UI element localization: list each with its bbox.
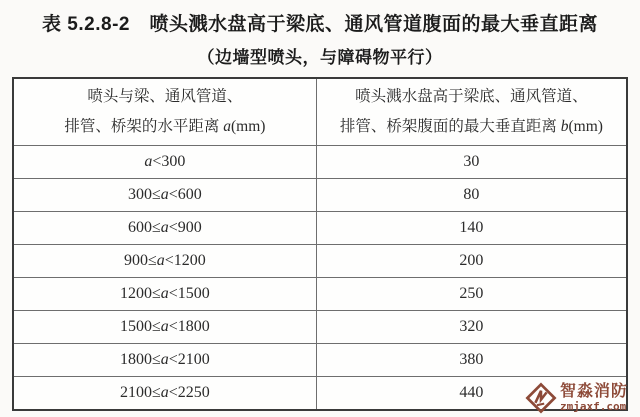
table-row — [13, 311, 627, 344]
range-cell — [13, 344, 316, 377]
spec-table — [12, 77, 628, 411]
range-pre: 600≤ — [128, 219, 161, 236]
range-var: a — [160, 186, 169, 203]
range-cell — [13, 146, 316, 179]
table-row — [13, 212, 627, 245]
range-post: <1800 — [168, 318, 210, 335]
var-a: a — [223, 118, 231, 135]
range-post: <1200 — [164, 252, 206, 269]
max-vertical-cell: 200 — [316, 245, 627, 278]
table-row — [13, 245, 627, 278]
range-pre: 900≤ — [124, 252, 157, 269]
range-post: <300 — [152, 153, 186, 170]
range-post: <600 — [168, 186, 202, 203]
range-cell — [13, 377, 316, 411]
watermark-site: zmjaxf.com — [559, 399, 627, 413]
header-col1-line1: 喷头与梁、通风管道、 — [87, 87, 243, 105]
range-pre: 1200≤ — [120, 285, 161, 302]
range-post: <900 — [168, 219, 202, 236]
header-col1-unit: (mm) — [231, 118, 266, 135]
range-var: a — [160, 219, 169, 236]
range-var: a — [144, 153, 153, 170]
table-row — [13, 146, 627, 179]
range-pre: 1800≤ — [120, 351, 161, 368]
range-cell — [13, 179, 316, 212]
range-var: a — [160, 351, 169, 368]
table-row — [13, 377, 627, 411]
range-var: a — [160, 318, 169, 335]
range-var: a — [156, 252, 165, 269]
header-col2-line2: 排管、桥架腹面的最大垂直距离 — [339, 118, 561, 135]
range-pre: 1500≤ — [120, 318, 161, 335]
header-max-vertical-distance — [316, 78, 627, 146]
max-vertical-cell: 80 — [316, 179, 627, 212]
max-vertical-cell: 380 — [316, 344, 627, 377]
range-var: a — [160, 285, 169, 302]
header-horizontal-distance — [13, 78, 316, 146]
table-body — [13, 146, 627, 411]
table-row — [13, 344, 627, 377]
watermark-name: 智淼消防 — [559, 382, 628, 400]
max-vertical-cell: 250 — [316, 278, 627, 311]
table-row — [13, 278, 627, 311]
range-cell — [13, 212, 316, 245]
range-cell — [13, 245, 316, 278]
max-vertical-cell: 440 — [316, 377, 627, 411]
range-post: <2100 — [168, 351, 210, 368]
table-row — [13, 179, 627, 212]
max-vertical-cell: 30 — [316, 146, 627, 179]
range-post: <2250 — [168, 384, 210, 401]
var-b: b — [560, 118, 569, 135]
range-var: a — [160, 384, 169, 401]
range-pre: 2100≤ — [120, 384, 161, 401]
header-col2-unit: (mm) — [568, 118, 603, 135]
page-subtitle: （边墙型喷头，与障碍物平行） — [197, 48, 443, 67]
header-row — [13, 78, 627, 146]
range-post: <1500 — [168, 285, 210, 302]
range-cell — [13, 311, 316, 344]
max-vertical-cell: 140 — [316, 212, 627, 245]
max-vertical-cell: 320 — [316, 311, 627, 344]
header-col1-line2: 排管、桥架的水平距离 — [64, 118, 224, 135]
range-pre: 300≤ — [128, 186, 161, 203]
page-title: 表 5.2.8-2 喷头溅水盘高于梁底、通风管道腹面的最大垂直距离 — [42, 14, 598, 35]
header-col2-line1: 喷头溅水盘高于梁底、通风管道、 — [355, 87, 588, 105]
range-cell — [13, 278, 316, 311]
